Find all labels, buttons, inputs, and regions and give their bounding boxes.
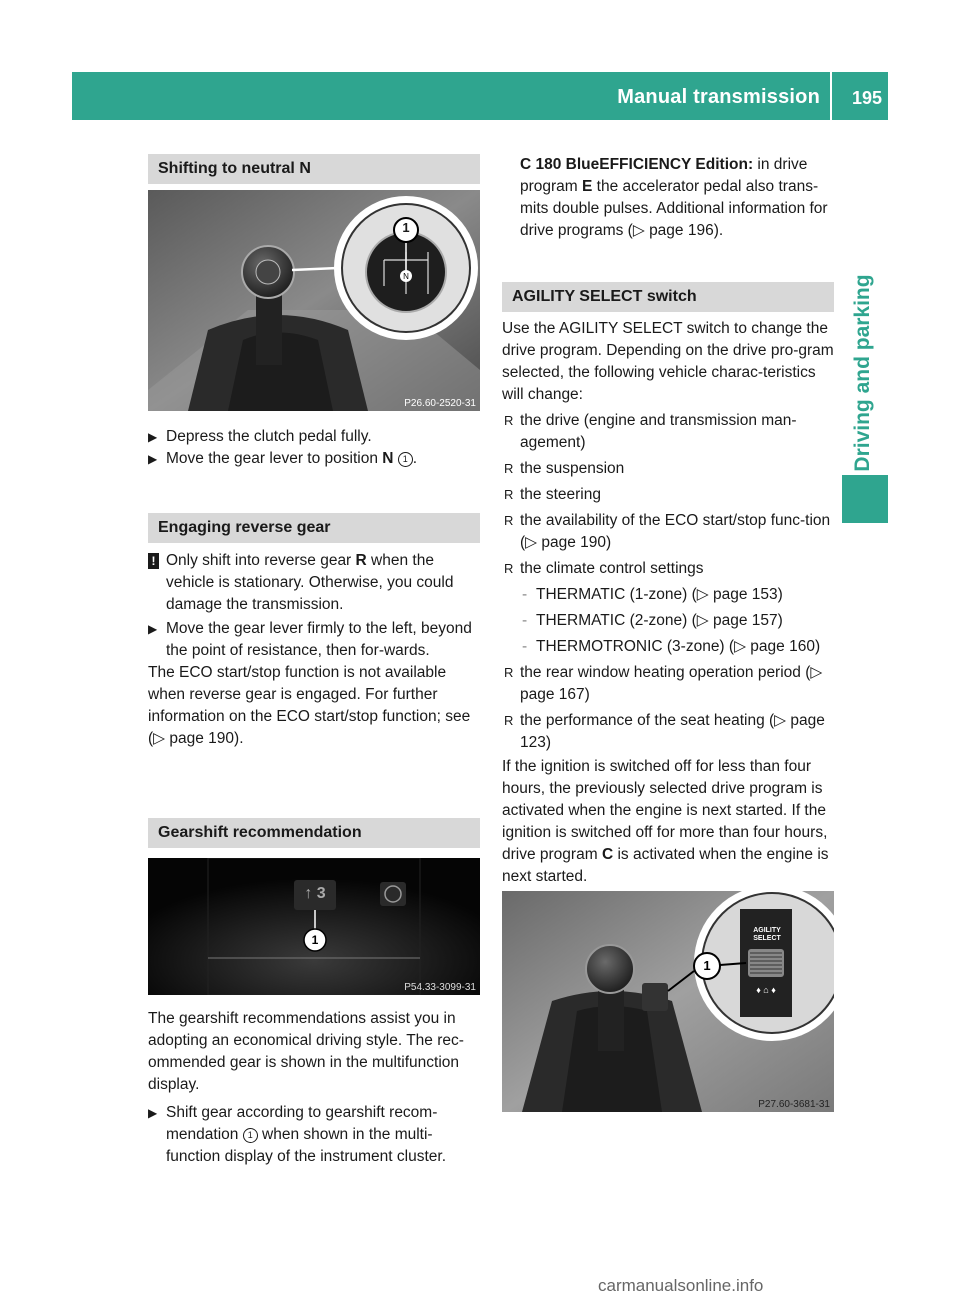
bullet-icon: R <box>504 413 514 428</box>
chapter-tab-marker <box>842 475 888 523</box>
left-column <box>148 154 480 184</box>
page-number: 195 <box>851 88 882 108</box>
bullet-item: R the availability of the ECO start/stop func-tion (▷ page 190) <box>504 512 831 551</box>
step-item: ▶ Depress the clutch pedal fully. <box>148 426 480 448</box>
callout-1-icon: 1 <box>402 220 410 235</box>
header-divider <box>830 72 832 120</box>
callout-1-icon: 1 <box>703 958 711 973</box>
watermark: carmanualsonline.info <box>598 1276 764 1295</box>
step-arrow-icon: ▶ <box>148 1106 158 1120</box>
svg-text:N: N <box>403 272 409 281</box>
c180-note: C 180 BlueEFFICIENCY Edition: in drive program E the accelerator pedal also trans-mits double pulses. Additional information for drive programs (▷ page 196). <box>520 156 828 239</box>
dash-icon: - <box>522 586 528 603</box>
svg-text:♦ ⌂ ♦: ♦ ⌂ ♦ <box>756 985 776 995</box>
step-arrow-icon: ▶ <box>148 622 158 636</box>
warning-icon: ! <box>148 553 159 569</box>
bullet-item: R the suspension <box>502 458 834 480</box>
bullet-icon: R <box>504 461 514 476</box>
callout-1-icon: 1 <box>243 1128 258 1143</box>
body-paragraph: The gearshift recommendations assist you in adopting an economical driving style. The rec-ommended gear is shown in the multifunction display. <box>148 1010 464 1093</box>
gear-indicator: ↑ 3 <box>304 885 326 902</box>
sub-bullet-item: - THERMATIC (2-zone) (▷ page 157) <box>502 610 834 632</box>
bullet-item: R the drive (engine and transmission man-agement) <box>504 412 797 451</box>
body-paragraph: If the ignition is switched off for less than four hours, the previously selected drive program is activated when the engine is next started. If the ignition is switched off for more than four hours, drive program C is activated when the engine is next started. <box>502 758 829 885</box>
body-paragraph: Use the AGILITY SELECT switch to change the drive program. Depending on the drive pro-gram selected, the following vehicle charac-teristics will change: <box>502 320 834 403</box>
gearshift-text <box>148 1008 480 1168</box>
bullet-icon: R <box>504 487 514 502</box>
image-code: P27.60-3681-31 <box>758 1099 830 1110</box>
bullet-icon: R <box>504 665 514 680</box>
right-column <box>502 154 834 888</box>
step-arrow-icon: ▶ <box>148 452 158 466</box>
bullet-icon: R <box>504 513 514 528</box>
section-heading-gearshift: Gearshift recommendation <box>148 818 480 848</box>
bullet-item: R the steering <box>502 484 834 506</box>
sub-bullet-item: - THERMATIC (1-zone) (▷ page 153) <box>502 584 834 606</box>
section-title: Manual transmission <box>617 86 820 108</box>
agility-switch-label: AGILITY SELECT <box>753 927 781 942</box>
image-code: P54.33-3099-31 <box>404 982 476 993</box>
step-item: ▶ Shift gear according to gearshift recom-mendation 1 when shown in the multi-function display of the instrument cluster. <box>148 1104 447 1165</box>
chapter-tab: Driving and parking <box>851 274 874 472</box>
section-heading-neutral: Shifting to neutral N <box>148 154 480 184</box>
reverse-section <box>148 513 480 750</box>
agility-select-photo <box>502 891 834 1112</box>
page-header <box>72 72 888 120</box>
dash-icon: - <box>522 612 528 629</box>
gear-lever-photo <box>148 190 480 411</box>
step-item: ▶ Move the gear lever firmly to the left, beyond the point of resistance, then for-wards. <box>148 620 472 659</box>
dash-icon: - <box>522 638 528 655</box>
bullet-item: R the climate control settings <box>502 558 834 580</box>
body-paragraph: The ECO start/stop function is not available when reverse gear is engaged. For further information on the ECO start/stop function; see (▷ page 190). <box>148 664 471 747</box>
bullet-item: R the performance of the seat heating (▷ page 123) <box>504 712 825 751</box>
warning-note: ! Only shift into reverse gear R when the vehicle is stationary. Otherwise, you could damage the transmission. <box>148 550 480 616</box>
step-arrow-icon: ▶ <box>148 430 158 444</box>
sub-bullet-item: - THERMOTRONIC (3-zone) (▷ page 160) <box>502 636 834 658</box>
section-heading-reverse: Engaging reverse gear <box>148 513 480 543</box>
bullet-item: R the rear window heating operation period (▷ page 167) <box>504 664 823 703</box>
step-item: ▶ Move the gear lever to position N 1 . <box>148 448 480 470</box>
callout-1-icon: 1 <box>311 933 319 947</box>
section-heading-agility: AGILITY SELECT switch <box>502 282 834 312</box>
image-code: P26.60-2520-31 <box>404 398 476 409</box>
gearshift-section <box>148 818 480 848</box>
bullet-icon: R <box>504 561 514 576</box>
multifunction-display-photo <box>148 858 480 995</box>
callout-1-icon: 1 <box>398 452 413 467</box>
neutral-steps <box>148 426 480 470</box>
bullet-icon: R <box>504 713 514 728</box>
